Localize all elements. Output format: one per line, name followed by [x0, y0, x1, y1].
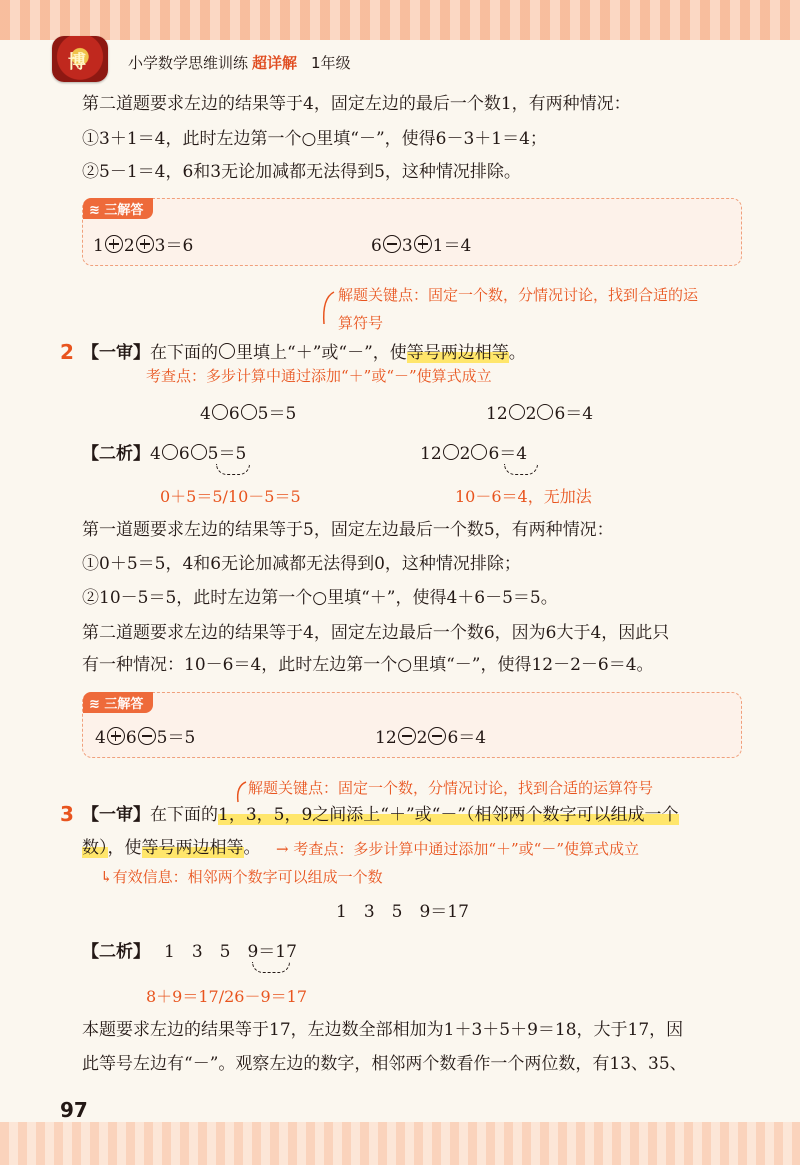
q3-equation: 1 3 5 9＝17 [336, 902, 469, 922]
blank-circle-icon [443, 444, 459, 460]
minus-circle-icon [428, 727, 446, 745]
footer-decor-band [0, 1122, 800, 1165]
answer-box-q2 [82, 692, 742, 758]
answer-q2-2: 12 2 6＝4 [375, 728, 487, 748]
grouping-arc [504, 464, 538, 475]
q2-analysis: 【二析】4 6 5＝5 [82, 444, 247, 464]
q2-key-note-1: 解题关键点：固定一个数，分情况讨论，找到合适的运 [338, 286, 699, 304]
answer-prev-1: 1 2 3＝6 [93, 236, 194, 256]
q2-red-calc-2: 10－6＝4，无加法 [455, 487, 592, 506]
blank-circle-icon [219, 343, 235, 359]
q2-key-note-2: 算符号 [338, 314, 384, 332]
q3-info-note: ↳有效信息：相邻两个数字可以组成一个数 [100, 868, 383, 886]
plus-circle-icon [107, 727, 125, 745]
prev-line-2: ①3＋1＝4，此时左边第一个○里填“－”，使得6－3＋1＝4； [82, 129, 547, 149]
grouping-arc [252, 962, 290, 973]
tag-review: 【一审】 [82, 805, 150, 825]
plus-circle-icon [136, 235, 154, 253]
tag-analysis: 【二析】 [82, 444, 150, 464]
blank-circle-icon [162, 444, 178, 460]
highlight-text: 等号两边相等 [406, 343, 509, 363]
blank-circle-icon [241, 404, 257, 420]
q3-para-1: 本题要求左边的结果等于17，左边数全部相加为1＋3＋5＋9＝18，大于17，因 [82, 1020, 684, 1040]
book-logo [52, 36, 108, 82]
q2-number: 2 [60, 340, 74, 364]
highlight-text: 等号两边相等 [141, 838, 244, 858]
q2-equation-2: 12 2 6＝4 [486, 404, 594, 424]
answer-prev-2: 6 3 1＝4 [371, 236, 472, 256]
arrow-icon [232, 780, 252, 804]
q2-red-calc-1: 0＋5＝5/10－5＝5 [160, 487, 301, 506]
q2-exam-note: 考查点：多步计算中通过添加“＋”或“－”使算式成立 [146, 367, 492, 385]
q3-exam-note: → 考查点：多步计算中通过添加“＋”或“－”使算式成立 [276, 840, 640, 858]
blank-circle-icon [509, 404, 525, 420]
highlight-text: 数） [82, 838, 108, 858]
q2-para-5: 有一种情况：10－6＝4，此时左边第一个○里填“－”，使得12－2－6＝4。 [82, 655, 654, 675]
q3-stem-line-1: 【一审】在下面的1，3，5，9之间添上“＋”或“－”（相邻两个数字可以组成一个 [82, 805, 679, 825]
minus-circle-icon [138, 727, 156, 745]
header-decor-band [0, 0, 800, 44]
q2-para-2: ①0＋5＝5，4和6无论加减都无法得到0，这种情况排除； [82, 554, 521, 574]
minus-circle-icon [383, 235, 401, 253]
title-main: 小学数学思维训练 [128, 54, 249, 72]
q2-stem: 【一审】在下面的 里填上“＋”或“－”，使等号两边相等。 [82, 343, 526, 363]
q2-analysis-2: 12 2 6＝4 [420, 444, 528, 464]
answer-tag: ≋ 三解答 [83, 692, 153, 713]
q3-para-2: 此等号左边有“－”。观察左边的数字，相邻两个数看作一个两位数，有13、35、 [82, 1054, 687, 1074]
header-strip [0, 40, 800, 86]
grouping-arc [216, 464, 250, 475]
blank-circle-icon [212, 404, 228, 420]
title-grade: 1年级 [311, 54, 351, 72]
q3-number: 3 [60, 802, 74, 826]
q2-para-1: 第一道题要求左边的结果等于5，固定左边最后一个数5，有两种情况： [82, 520, 614, 540]
tag-review: 【一审】 [82, 343, 150, 363]
book-title [128, 52, 351, 73]
logo-text: 博 [68, 52, 86, 73]
q2-para-4: 第二道题要求左边的结果等于4，固定左边最后一个数6，因为6大于4，因此只 [82, 623, 670, 643]
blank-circle-icon [191, 444, 207, 460]
page-number: 97 [60, 1098, 88, 1122]
arrow-icon [320, 288, 340, 328]
q2-para-3: ②10－5＝5，此时左边第一个○里填“＋”，使得4＋6－5＝5。 [82, 588, 558, 608]
q3-red-calc: 8＋9＝17/26－9＝17 [146, 987, 308, 1006]
title-highlight: 超详解 [252, 54, 298, 72]
q3-analysis: 【二析】 1 3 5 9＝17 [82, 942, 297, 962]
plus-circle-icon [105, 235, 123, 253]
minus-circle-icon [398, 727, 416, 745]
answer-tag: ≋ 三解答 [83, 198, 153, 219]
prev-line-3: ②5－1＝4，6和3无论加减都无法得到5，这种情况排除。 [82, 162, 521, 182]
highlight-text: 1，3，5，9之间添上“＋”或“－”（相邻两个数字可以组成一个 [218, 805, 679, 825]
blank-circle-icon [471, 444, 487, 460]
q2-equation-1: 4 6 5＝5 [200, 404, 297, 424]
q3-stem-line-2: 数），使等号两边相等。 [82, 838, 261, 858]
blank-circle-icon [537, 404, 553, 420]
answer-box-prev [82, 198, 742, 266]
prev-line-1: 第二道题要求左边的结果等于4，固定左边的最后一个数1，有两种情况： [82, 94, 631, 114]
plus-circle-icon [414, 235, 432, 253]
answer-q2-1: 4 6 5＝5 [95, 728, 196, 748]
tag-analysis: 【二析】 [82, 942, 150, 962]
q3-key-note: 解题关键点：固定一个数，分情况讨论，找到合适的运算符号 [248, 779, 654, 797]
